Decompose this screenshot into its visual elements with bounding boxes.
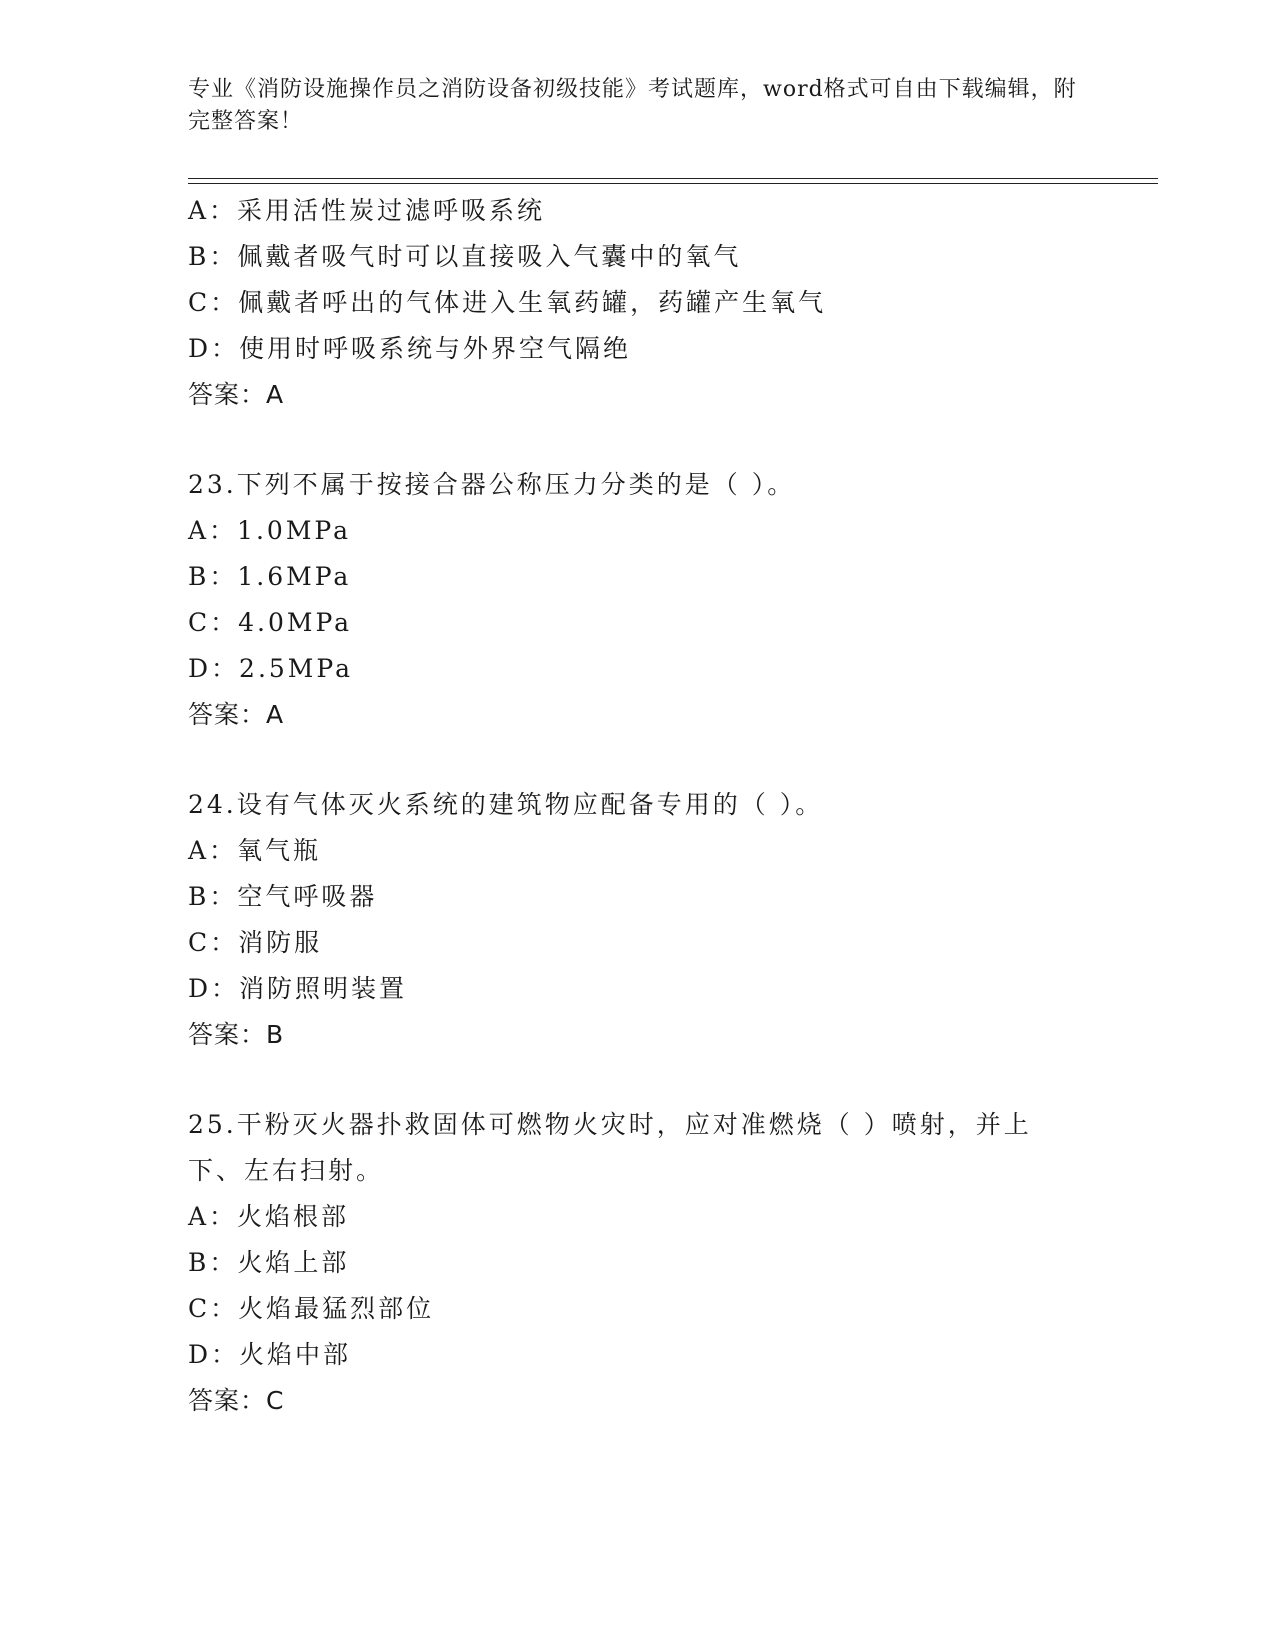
- question-25: [188, 1102, 1148, 1424]
- option-b: B：空气呼吸器: [188, 882, 378, 911]
- option-b: B：佩戴者吸气时可以直接吸入气囊中的氧气: [188, 242, 742, 271]
- option-c: C：火焰最猛烈部位: [188, 1294, 435, 1323]
- option-c: C：4.0MPa: [188, 608, 353, 637]
- question-list: [188, 188, 1148, 1424]
- question-23: [188, 462, 1148, 738]
- option-d: D：使用时呼吸系统与外界空气隔绝: [188, 334, 632, 363]
- question-text: 24.设有气体灭火系统的建筑物应配备专用的（ ）。: [188, 790, 824, 819]
- question-22: [188, 188, 1148, 418]
- option-d: D：消防照明装置: [188, 974, 408, 1003]
- option-a: A：采用活性炭过滤呼吸系统: [188, 196, 546, 225]
- header-rule-top: [188, 178, 1158, 179]
- option-a: A：氧气瓶: [188, 836, 322, 865]
- option-b: B：1.6MPa: [188, 562, 352, 591]
- option-d: D：火焰中部: [188, 1340, 352, 1369]
- question-24: [188, 782, 1148, 1058]
- option-c: C：消防服: [188, 928, 323, 957]
- answer: 答案：A: [188, 700, 285, 729]
- answer: 答案：B: [188, 1020, 285, 1049]
- answer: 答案：C: [188, 1386, 285, 1415]
- question-text: 25.干粉灭火器扑救固体可燃物火灾时，应对准燃烧（ ）喷射，并上下、左右扫射。: [188, 1110, 1032, 1185]
- document-header: 专业《消防设施操作员之消防设备初级技能》考试题库，word格式可自由下载编辑，附完整答案！: [188, 77, 1077, 134]
- question-text: 23.下列不属于按接合器公称压力分类的是（ ）。: [188, 470, 796, 499]
- option-a: A：1.0MPa: [188, 516, 352, 545]
- option-a: A：火焰根部: [188, 1202, 350, 1231]
- answer: 答案：A: [188, 380, 285, 409]
- option-d: D：2.5MPa: [188, 654, 354, 683]
- header-rule-bottom: [188, 183, 1158, 184]
- option-c: C：佩戴者呼出的气体进入生氧药罐，药罐产生氧气: [188, 288, 827, 317]
- option-b: B：火焰上部: [188, 1248, 350, 1277]
